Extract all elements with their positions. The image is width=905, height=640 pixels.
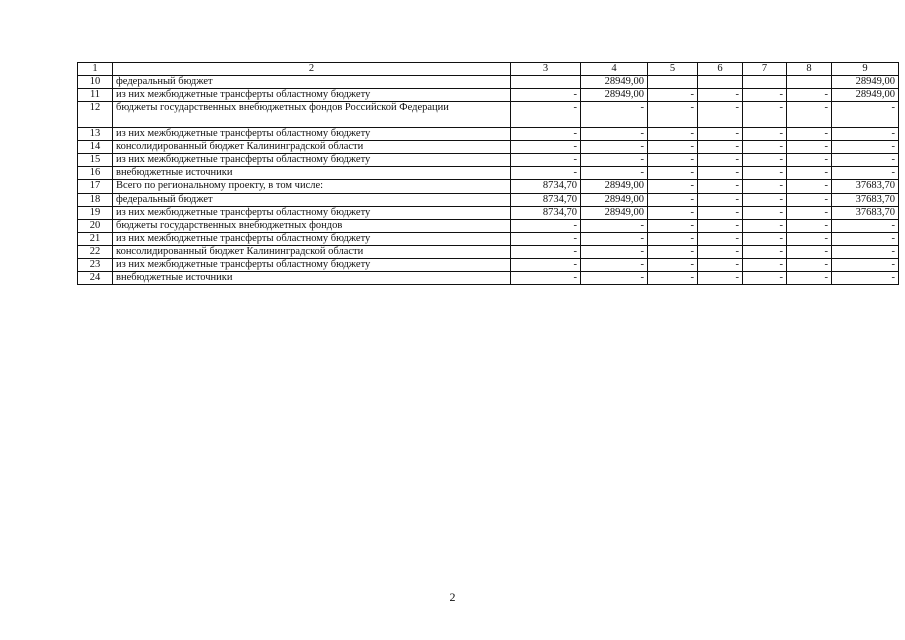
description-cell: бюджеты государственных внебюджетных фондов Российской Федерации: [113, 102, 511, 128]
value-cell: -: [743, 232, 787, 245]
value-cell: -: [648, 180, 698, 193]
row-number-cell: 15: [78, 154, 113, 167]
value-cell: -: [648, 128, 698, 141]
value-cell: [511, 76, 581, 89]
table-row: [78, 271, 899, 284]
value-cell: -: [581, 219, 648, 232]
row-number-cell: 11: [78, 89, 113, 102]
value-cell: -: [698, 193, 743, 206]
value-cell: -: [787, 102, 832, 128]
value-cell: -: [698, 232, 743, 245]
value-cell: -: [743, 245, 787, 258]
table-row: [78, 102, 899, 128]
value-cell: -: [743, 89, 787, 102]
page-number: 2: [449, 590, 456, 604]
column-header-6: 6: [698, 63, 743, 76]
description-cell: внебюджетные источники: [113, 167, 511, 180]
value-cell: -: [511, 232, 581, 245]
value-cell: -: [511, 128, 581, 141]
value-cell: -: [787, 271, 832, 284]
description-cell: федеральный бюджет: [113, 193, 511, 206]
table-row: [78, 206, 899, 219]
value-cell: -: [511, 102, 581, 128]
value-cell: -: [787, 258, 832, 271]
table-row: [78, 193, 899, 206]
value-cell: 37683,70: [832, 206, 899, 219]
value-cell: -: [832, 141, 899, 154]
description-cell: из них межбюджетные трансферты областному бюджету: [113, 128, 511, 141]
value-cell: -: [581, 232, 648, 245]
value-cell: -: [743, 141, 787, 154]
column-header-8: 8: [787, 63, 832, 76]
column-header-2: 2: [113, 63, 511, 76]
value-cell: -: [511, 219, 581, 232]
description-cell: консолидированный бюджет Калининградской области: [113, 141, 511, 154]
column-header-9: 9: [832, 63, 899, 76]
description-cell: из них межбюджетные трансферты областному бюджету: [113, 258, 511, 271]
value-cell: -: [743, 271, 787, 284]
table-row: [78, 154, 899, 167]
row-number-cell: 13: [78, 128, 113, 141]
value-cell: -: [787, 141, 832, 154]
value-cell: -: [648, 154, 698, 167]
table-row: [78, 141, 899, 154]
value-cell: -: [787, 89, 832, 102]
description-cell: Всего по региональному проекту, в том числе:: [113, 180, 511, 193]
value-cell: 28949,00: [832, 89, 899, 102]
value-cell: -: [832, 232, 899, 245]
value-cell: -: [787, 154, 832, 167]
value-cell: -: [698, 258, 743, 271]
value-cell: -: [743, 167, 787, 180]
value-cell: -: [832, 128, 899, 141]
description-cell: из них межбюджетные трансферты областному бюджету: [113, 154, 511, 167]
value-cell: 8734,70: [511, 193, 581, 206]
value-cell: [743, 76, 787, 89]
value-cell: -: [648, 258, 698, 271]
value-cell: 37683,70: [832, 193, 899, 206]
column-header-7: 7: [743, 63, 787, 76]
value-cell: -: [648, 232, 698, 245]
value-cell: 28949,00: [581, 89, 648, 102]
value-cell: -: [743, 206, 787, 219]
row-number-cell: 23: [78, 258, 113, 271]
value-cell: -: [743, 128, 787, 141]
value-cell: -: [698, 219, 743, 232]
value-cell: -: [832, 271, 899, 284]
value-cell: -: [648, 89, 698, 102]
table-body: [78, 76, 899, 285]
row-number-cell: 18: [78, 193, 113, 206]
table-row: [78, 219, 899, 232]
value-cell: -: [832, 258, 899, 271]
value-cell: -: [648, 141, 698, 154]
value-cell: -: [581, 258, 648, 271]
description-cell: консолидированный бюджет Калининградской области: [113, 245, 511, 258]
value-cell: -: [743, 258, 787, 271]
value-cell: -: [832, 154, 899, 167]
value-cell: -: [698, 89, 743, 102]
value-cell: -: [787, 206, 832, 219]
description-cell: бюджеты государственных внебюджетных фондов: [113, 219, 511, 232]
value-cell: -: [511, 271, 581, 284]
value-cell: 8734,70: [511, 206, 581, 219]
value-cell: -: [698, 167, 743, 180]
row-number-cell: 12: [78, 102, 113, 128]
table-row: [78, 232, 899, 245]
value-cell: -: [511, 245, 581, 258]
table-row: [78, 76, 899, 89]
value-cell: -: [511, 258, 581, 271]
description-cell: федеральный бюджет: [113, 76, 511, 89]
value-cell: -: [698, 206, 743, 219]
table-row: [78, 89, 899, 102]
value-cell: -: [832, 219, 899, 232]
value-cell: -: [787, 167, 832, 180]
budget-table: [77, 62, 899, 285]
row-number-cell: 10: [78, 76, 113, 89]
value-cell: -: [581, 167, 648, 180]
value-cell: -: [511, 141, 581, 154]
value-cell: [698, 76, 743, 89]
value-cell: -: [787, 245, 832, 258]
table-row: [78, 167, 899, 180]
value-cell: -: [787, 219, 832, 232]
value-cell: -: [698, 102, 743, 128]
value-cell: -: [787, 180, 832, 193]
row-number-cell: 24: [78, 271, 113, 284]
row-number-cell: 21: [78, 232, 113, 245]
row-number-cell: 19: [78, 206, 113, 219]
value-cell: -: [698, 180, 743, 193]
value-cell: 28949,00: [581, 193, 648, 206]
column-header-4: 4: [581, 63, 648, 76]
value-cell: -: [581, 154, 648, 167]
row-number-cell: 20: [78, 219, 113, 232]
value-cell: -: [581, 128, 648, 141]
value-cell: -: [581, 141, 648, 154]
value-cell: 37683,70: [832, 180, 899, 193]
value-cell: -: [648, 193, 698, 206]
value-cell: -: [698, 154, 743, 167]
value-cell: [648, 76, 698, 89]
value-cell: 28949,00: [581, 76, 648, 89]
value-cell: -: [511, 89, 581, 102]
table-row: [78, 258, 899, 271]
description-cell: из них межбюджетные трансферты областному бюджету: [113, 232, 511, 245]
value-cell: -: [648, 245, 698, 258]
row-number-cell: 17: [78, 180, 113, 193]
value-cell: -: [698, 128, 743, 141]
value-cell: -: [787, 193, 832, 206]
value-cell: -: [832, 245, 899, 258]
value-cell: -: [511, 167, 581, 180]
row-number-cell: 16: [78, 167, 113, 180]
value-cell: -: [648, 167, 698, 180]
value-cell: -: [743, 102, 787, 128]
value-cell: -: [743, 219, 787, 232]
description-cell: из них межбюджетные трансферты областному бюджету: [113, 89, 511, 102]
value-cell: -: [743, 180, 787, 193]
value-cell: -: [787, 128, 832, 141]
table-row: [78, 128, 899, 141]
value-cell: -: [581, 245, 648, 258]
column-header-3: 3: [511, 63, 581, 76]
description-cell: из них межбюджетные трансферты областному бюджету: [113, 206, 511, 219]
value-cell: -: [581, 102, 648, 128]
column-header-5: 5: [648, 63, 698, 76]
value-cell: -: [648, 206, 698, 219]
description-cell: внебюджетные источники: [113, 271, 511, 284]
value-cell: -: [648, 102, 698, 128]
value-cell: -: [648, 271, 698, 284]
value-cell: 28949,00: [832, 76, 899, 89]
value-cell: -: [743, 193, 787, 206]
column-header-1: 1: [78, 63, 113, 76]
table-row: [78, 245, 899, 258]
value-cell: -: [511, 154, 581, 167]
value-cell: -: [698, 245, 743, 258]
value-cell: -: [648, 219, 698, 232]
value-cell: -: [698, 141, 743, 154]
value-cell: 28949,00: [581, 206, 648, 219]
value-cell: -: [743, 154, 787, 167]
row-number-cell: 22: [78, 245, 113, 258]
row-number-cell: 14: [78, 141, 113, 154]
header-row: [78, 63, 899, 76]
value-cell: -: [787, 232, 832, 245]
value-cell: -: [698, 271, 743, 284]
value-cell: -: [581, 271, 648, 284]
value-cell: 8734,70: [511, 180, 581, 193]
value-cell: 28949,00: [581, 180, 648, 193]
value-cell: [787, 76, 832, 89]
value-cell: -: [832, 167, 899, 180]
value-cell: -: [832, 102, 899, 128]
table-row: [78, 180, 899, 193]
